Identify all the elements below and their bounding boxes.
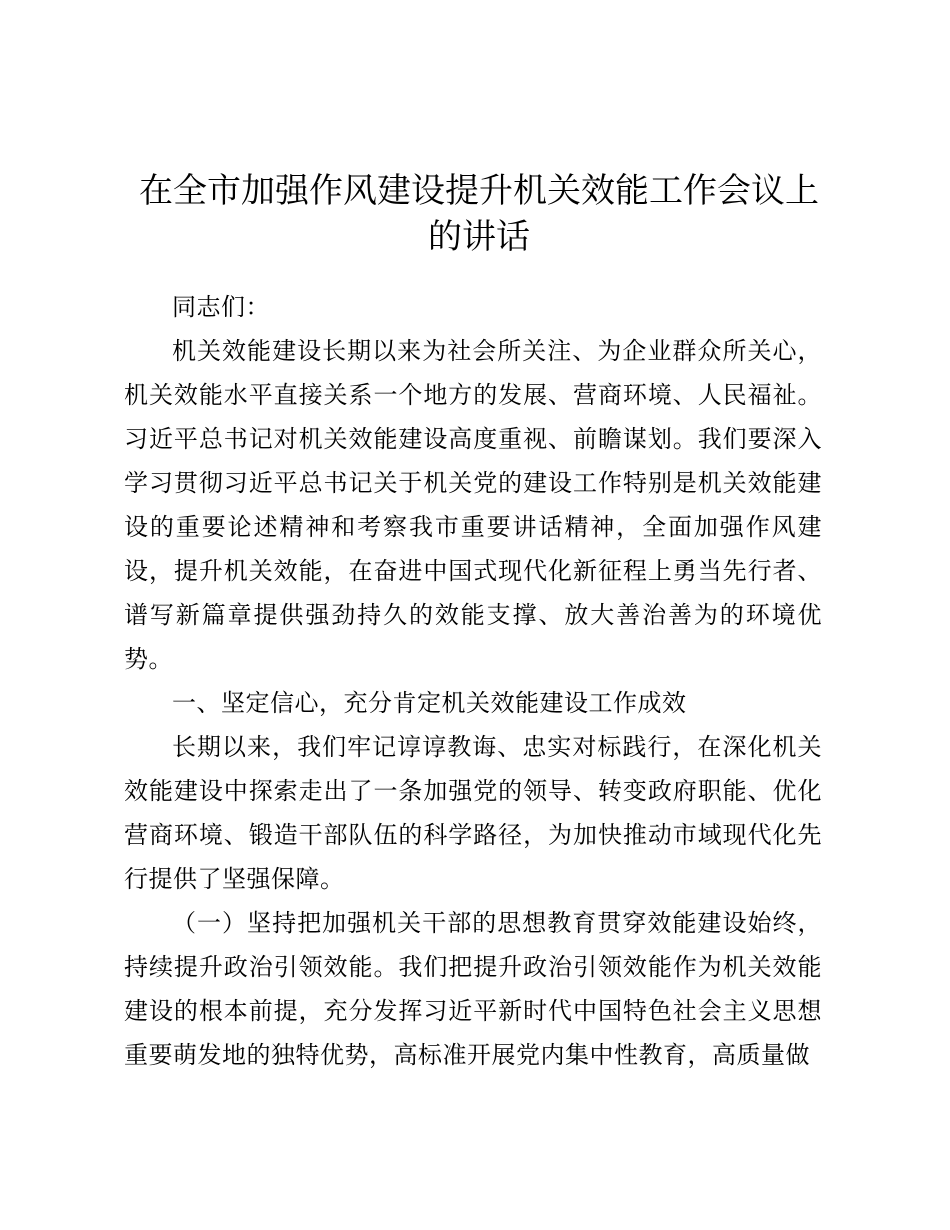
section-heading: 一、坚定信心，充分肯定机关效能建设工作成效 xyxy=(172,689,687,717)
section-paragraph: 长期以来，我们牢记谆谆教诲、忠实对标践行，在深化机关效能建设中探索走出了一条加强党的领导、转变政府职能、优化营商环境、锻造干部队伍的科学路径，为加快推动市域现代化先行提供了坚强保障。 xyxy=(124,733,822,893)
document-body xyxy=(124,285,822,1077)
salutation: 同志们： xyxy=(172,293,270,321)
intro-paragraph: 机关效能建设长期以来为社会所关注、为企业群众所关心，机关效能水平直接关系一个地方的发展、营商环境、人民福祉。习近平总书记对机关效能建设高度重视、前瞻谋划。我们要深入学习贯彻习近平总书记关于机关党的建设工作特别是机关效能建设的重要论述精神和考察我市重要讲话精神，全面加强作风建设，提升机关效能，在奋进中国式现代化新征程上勇当先行者、谱写新篇章提供强劲持久的效能支撑、放大善治善为的环境优势。 xyxy=(124,337,822,673)
subsection-paragraph: （一）坚持把加强机关干部的思想教育贯穿效能建设始终，持续提升政治引领效能。我们把提升政治引领效能作为机关效能建设的根本前提，充分发挥习近平新时代中国特色社会主义思想重要萌发地的独特优势，高标准开展党内集中性教育，高质量做 xyxy=(124,909,822,1069)
document-title: 在全市加强作风建设提升机关效能工作会议上的讲话 xyxy=(139,171,819,257)
